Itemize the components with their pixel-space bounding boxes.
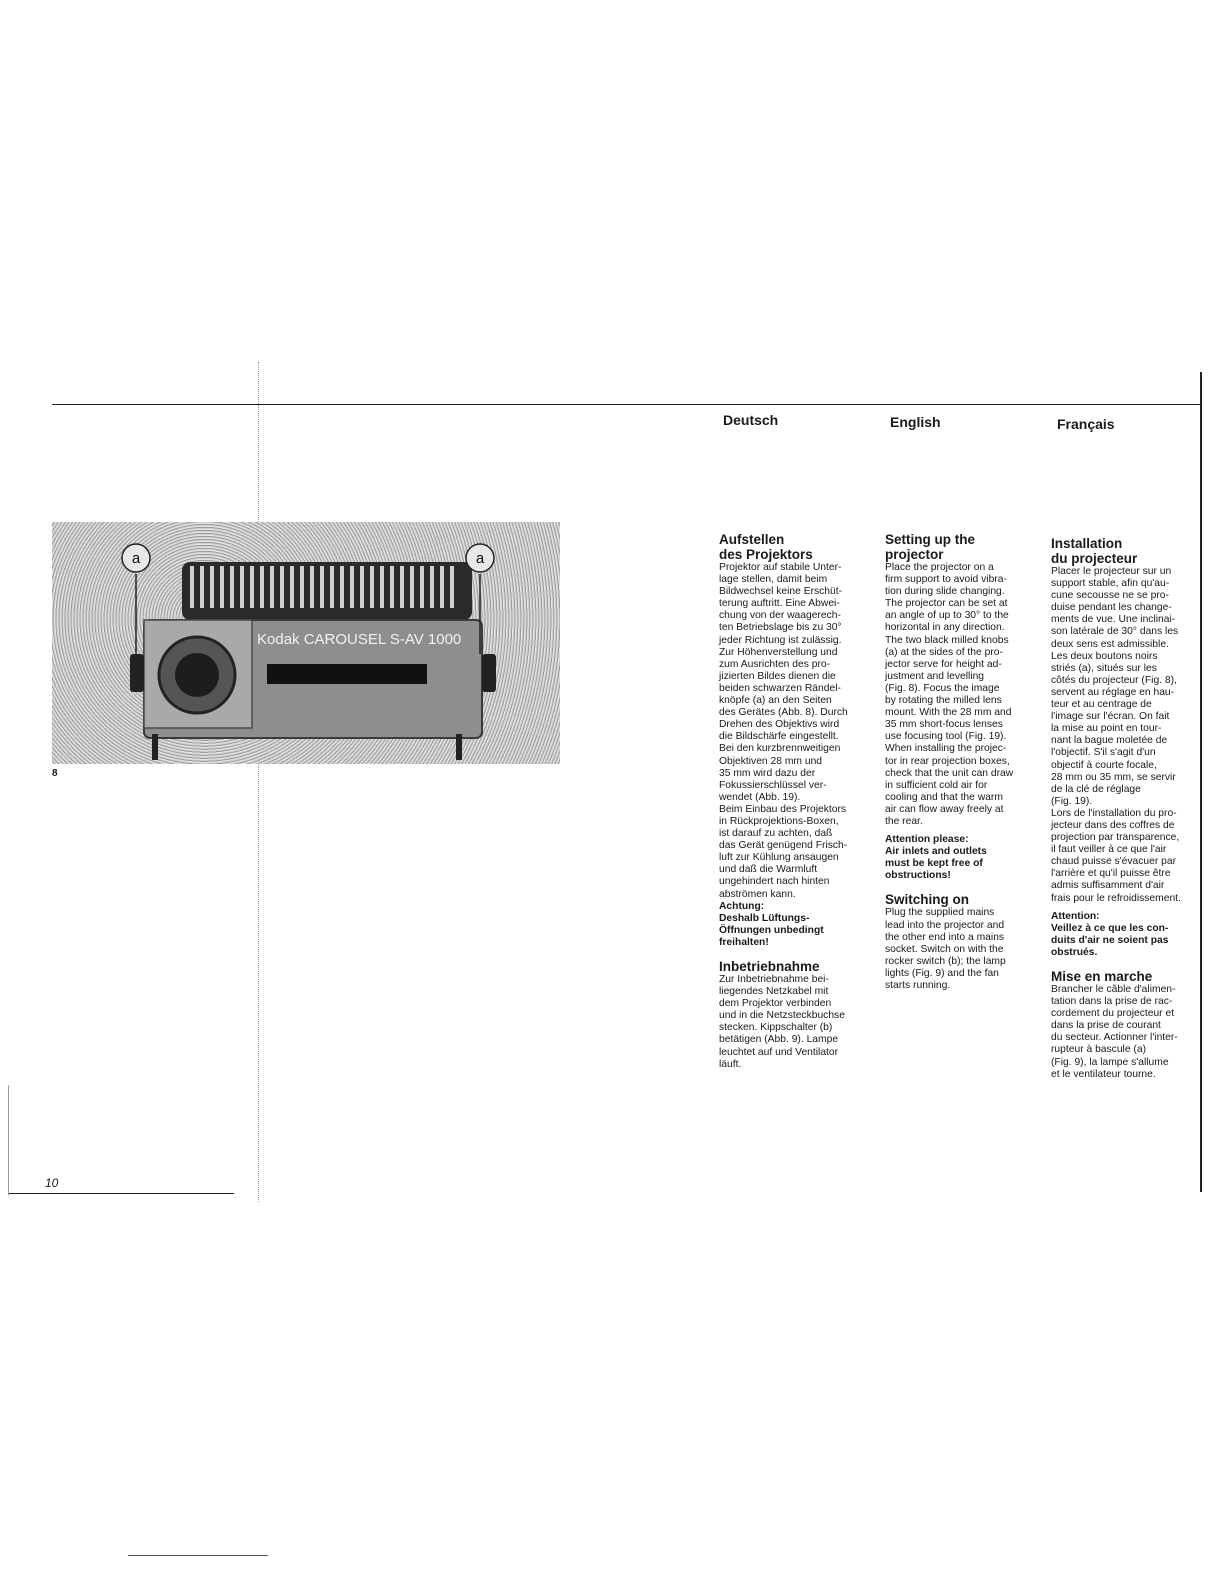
fr-body-setup: Placer le projecteur sur un support stable, afin qu'au- cune secousse ne se pro- duise pendant les change- ments de vue. Une inclinai- son latérale de 30° dans les deux sens est admissible. Les deux boutons noirs striés (a), situés sur les côtés du projecteur (Fig. 8), servent au réglage en hau- teur et au centrage de l'image sur l'écran. On fait la mise au point en tour- nant la bague moletée de l'objectif. S'il s'agit d'un objectif à courte focale, 28 mm ou 35 mm, se servir de la clé de réglage (Fig. 19). Lors de l'installation du pro- jecteur dans des coffres de projection par transparence, il faut veiller à ce que l'air chaud puisse s'évacuer par l'arrière et qu'il puisse être admis suffisamment d'air frais pour le refroidissement. — [1051, 566, 1181, 904]
fr-attention: Attention: Veillez à ce que les con- duits d'air ne soient pas obstrués. — [1051, 910, 1169, 958]
projector-label: Kodak CAROUSEL S-AV 1000 — [257, 631, 462, 648]
en-body-switch: Plug the supplied mains lead into the projector and the other end into a mains socket. Switch on with the rocker switch (b); the lamp lights (Fig. 9) and the fan starts running. — [885, 907, 1006, 991]
bottom-rule — [8, 1193, 234, 1194]
fold-line — [258, 362, 259, 1202]
lens — [175, 653, 219, 697]
callout-a-right-label: a — [475, 550, 485, 567]
column-english — [885, 532, 1045, 992]
header-francais: Français — [1057, 416, 1115, 432]
fr-heading-setup: Installation du projecteur — [1051, 536, 1138, 566]
left-margin-rule — [8, 1085, 9, 1195]
knob-left — [130, 654, 144, 692]
projector-photo — [52, 522, 560, 764]
de-body-setup: Projektor auf stabile Unter- lage stellen, damit beim Bildwechsel keine Erschüt- terung auftritt. Eine Abwei- chung von der waagerech- ten Betriebslage bis zu 30° jeder Richtung ist zulässig. Zur Höhenverstellung und zum Ausrichten des pro- jizierten Bildes dienen die beiden schwarzen Rändel- knöpfe (a) an den Seiten des Gerätes (Abb. 8). Durch Drehen des Objektivs wird die Bildschärfe eingestellt. Bei den kurzbrennweitigen Objektiven 28 mm und 35 mm wird dazu der Fokussierschlüssel ver- wendet (Abb. 19). Beim Einbau des Projektors in Rückprojektions-Boxen, ist darauf zu achten, daß das Gerät genügend Frisch- luft zur Kühlung ansaugen und daß die Warmluft ungehindert nach hinten abströmen kann. — [719, 562, 848, 900]
page-number: 10 — [45, 1176, 59, 1190]
de-heading-switch: Inbetriebnahme — [719, 959, 820, 974]
column-francais — [1051, 536, 1201, 1081]
en-body-setup: Place the projector on a firm support to avoid vibra- tion during slide changing. The projector can be set at an angle of up to 30° to the horizontal in any direction. The two black milled knobs (a) at the sides of the pro- jector serve for height ad- justment and levelling (Fig. 8). Focus the image by rotating the milled lens mount. With the 28 mm and 35 mm short-focus lenses use focusing tool (Fig. 19). When installing the projec- tor in rear projection boxes, check that the unit can draw in sufficient cold air for cooling and that the warm air can flow away freely at the rear. — [885, 562, 1014, 827]
top-rule — [52, 404, 1202, 405]
en-attention: Attention please: Air inlets and outlets must be kept free of obstructions! — [885, 834, 987, 882]
de-body-switch: Zur Inbetriebnahme bei- liegendes Netzkabel mit dem Projektor verbinden und in die Netzsteckbuchse stecken. Kippschalter (b) betätigen (Abb. 9). Lampe leuchtet auf und Ventilator läuft. — [719, 974, 845, 1070]
foot-right — [456, 734, 462, 760]
column-deutsch — [719, 532, 879, 1071]
en-heading-switch: Switching on — [885, 892, 969, 908]
figure-number: 8 — [52, 768, 58, 779]
knob-right — [482, 654, 496, 692]
callout-a-left-label: a — [131, 550, 141, 567]
link-underline — [128, 1555, 268, 1556]
header-deutsch: Deutsch — [723, 412, 779, 428]
fr-heading-switch: Mise en marche — [1051, 969, 1153, 984]
slide-slot — [267, 664, 427, 684]
de-attention: Achtung: Deshalb Lüftungs- Öffnungen unbedingt freihalten! — [719, 900, 824, 948]
projector-illustration — [52, 522, 560, 764]
foot-left — [152, 734, 158, 760]
header-english: English — [890, 414, 941, 430]
en-heading-setup: Setting up the projector — [885, 532, 975, 562]
slide-tray — [182, 562, 472, 620]
de-heading-setup: Aufstellen des Projektors — [719, 532, 813, 562]
fr-body-switch: Brancher le câble d'alimen- tation dans la prise de rac- cordement du projecteur et dans la prise de courant du secteur. Actionner l'inter- rupteur à bascule (a) (Fig. 9), la lampe s'allume et le ventilateur tourne. — [1051, 984, 1178, 1080]
